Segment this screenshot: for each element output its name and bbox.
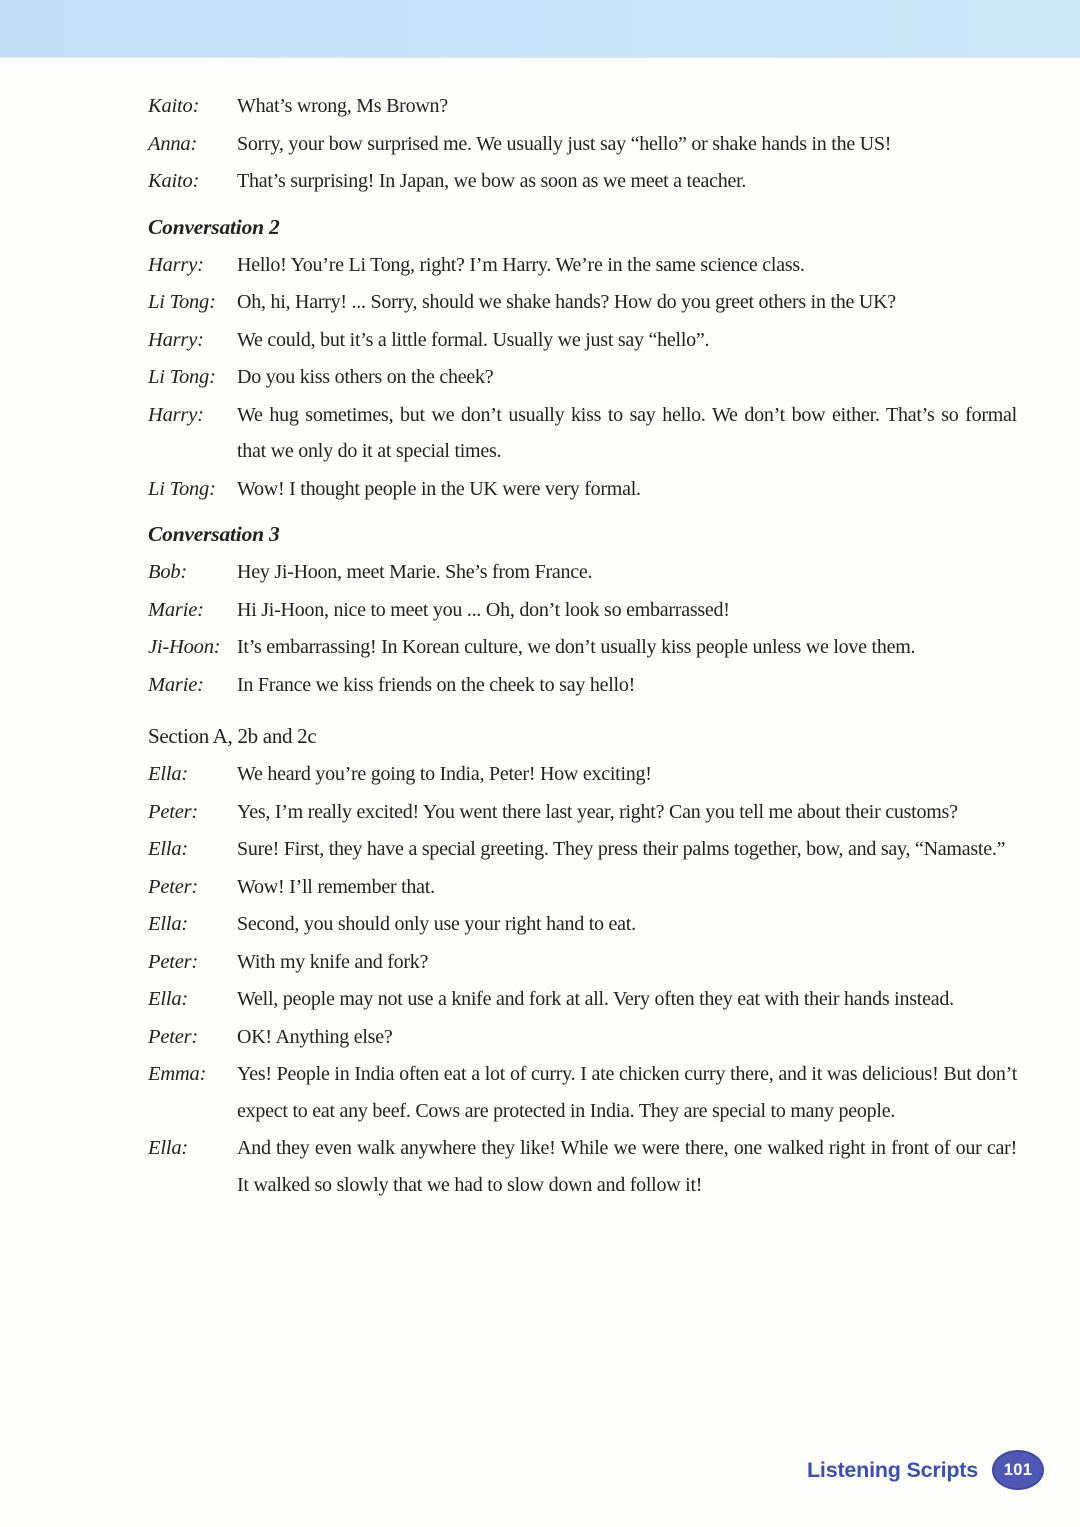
- dialogue-row: [148, 284, 1023, 321]
- speaker-name: Ji-Hoon:: [148, 636, 221, 658]
- speaker-name: Peter:: [148, 1025, 199, 1048]
- dialogue-row: [148, 831, 1023, 868]
- section-heading: Section A, 2b and 2c: [148, 724, 317, 748]
- dialogue-text: OK! Anything else?: [237, 1025, 393, 1048]
- dialogue-row: [148, 1056, 1023, 1129]
- dialogue-text: With my knife and fork?: [237, 950, 429, 973]
- dialogue-text: Sorry, your bow surprised me. We usually just say “hello” or shake hands in the US!: [237, 132, 892, 155]
- dialogue-row: [148, 1130, 1023, 1203]
- dialogue-row: [148, 667, 1023, 704]
- dialogue-row: [148, 944, 1023, 981]
- speaker-name: Li Tong:: [148, 291, 216, 313]
- page-number: 101: [1003, 1460, 1033, 1479]
- dialogue-text: We hug sometimes, but we don’t usually kiss to say hello. We don’t bow either. That’s so formal that we only do it at special times.: [237, 403, 1017, 462]
- speaker-name: Peter:: [148, 875, 199, 898]
- dialogue-row: [148, 163, 1023, 200]
- dialogue-text: Hello! You’re Li Tong, right? I’m Harry. We’re in the same science class.: [237, 253, 805, 276]
- speaker-name: Harry:: [148, 403, 204, 426]
- dialogue-text: Wow! I thought people in the UK were very formal.: [237, 477, 641, 500]
- dialogue-text: And they even walk anywhere they like! While we were there, one walked right in front of our car! It walked so slowly that we had to slow down and follow it!: [237, 1137, 1017, 1196]
- dialogue-text: Second, you should only use your right hand to eat.: [237, 913, 636, 935]
- dialogue-text: We could, but it’s a little formal. Usually we just say “hello”.: [237, 328, 710, 351]
- speaker-name: Li Tong:: [148, 477, 216, 500]
- dialogue-text: Hi Ji-Hoon, nice to meet you ... Oh, don’t look so embarrassed!: [237, 598, 730, 621]
- dialogue-row: [148, 471, 1023, 508]
- dialogue-text: That’s surprising! In Japan, we bow as soon as we meet a teacher.: [237, 170, 747, 192]
- speaker-name: Harry:: [148, 253, 204, 276]
- dialogue-text: Sure! First, they have a special greeting. They press their palms together, bow, and say, “Namaste.”: [237, 838, 1006, 860]
- speaker-name: Marie:: [148, 598, 204, 621]
- speaker-name: Peter:: [148, 950, 199, 973]
- dialogue-text: What’s wrong, Ms Brown?: [237, 95, 448, 117]
- dialogue-row: [148, 88, 1023, 125]
- conversation-heading: Conversation 2: [148, 214, 280, 239]
- speaker-name: Kaito:: [148, 170, 200, 192]
- dialogue-row: [148, 756, 1023, 793]
- speaker-name: Kaito:: [148, 95, 200, 117]
- dialogue-text: Hey Ji-Hoon, meet Marie. She’s from France.: [237, 561, 593, 583]
- dialogue-row: [148, 322, 1023, 359]
- listening-scripts-content: [148, 88, 1023, 1204]
- dialogue-text: We heard you’re going to India, Peter! How exciting!: [237, 763, 652, 785]
- dialogue-text: Yes! People in India often eat a lot of curry. I ate chicken curry there, and it was delicious! But don’t expect to eat any beef. Cows are protected in India. They are special to many people.: [237, 1063, 1017, 1122]
- dialogue-row: [148, 906, 1023, 943]
- dialogue-text: In France we kiss friends on the cheek to say hello!: [237, 673, 635, 696]
- speaker-name: Ella:: [148, 763, 188, 785]
- dialogue-row: [148, 126, 1023, 163]
- dialogue-row: [148, 1019, 1023, 1056]
- speaker-name: Li Tong:: [148, 366, 216, 388]
- speaker-name: Harry:: [148, 328, 204, 351]
- dialogue-row: [148, 981, 1023, 1018]
- speaker-name: Peter:: [148, 800, 199, 823]
- dialogue-text: Do you kiss others on the cheek?: [237, 366, 494, 388]
- dialogue-text: Well, people may not use a knife and fork at all. Very often they eat with their hands instead.: [237, 988, 954, 1010]
- dialogue-row: [148, 629, 1023, 666]
- speaker-name: Ella:: [148, 1137, 188, 1159]
- speaker-name: Emma:: [148, 1063, 207, 1085]
- dialogue-row: [148, 592, 1023, 629]
- speaker-name: Ella:: [148, 988, 188, 1010]
- dialogue-text: Oh, hi, Harry! ... Sorry, should we shake hands? How do you greet others in the UK?: [237, 291, 896, 313]
- dialogue-row: [148, 554, 1023, 591]
- dialogue-text: Wow! I’ll remember that.: [237, 875, 435, 898]
- dialogue-text: Yes, I’m really excited! You went there last year, right? Can you tell me about their customs?: [237, 800, 958, 823]
- dialogue-row: [148, 397, 1023, 470]
- page-number-badge: [992, 1450, 1044, 1490]
- dialogue-text: It’s embarrassing! In Korean culture, we don’t usually kiss people unless we love them.: [237, 636, 916, 658]
- speaker-name: Bob:: [148, 561, 188, 583]
- conversation-heading: Conversation 3: [148, 522, 280, 546]
- top-decoration-band: [0, 0, 1080, 58]
- dialogue-row: [148, 359, 1023, 396]
- dialogue-row: [148, 869, 1023, 906]
- speaker-name: Marie:: [148, 673, 204, 696]
- dialogue-row: [148, 247, 1023, 284]
- page-footer: [807, 1449, 1044, 1491]
- speaker-name: Ella:: [148, 838, 188, 860]
- footer-section-label: Listening Scripts: [806, 1457, 978, 1482]
- dialogue-row: [148, 794, 1023, 831]
- speaker-name: Ella:: [148, 913, 188, 935]
- speaker-name: Anna:: [148, 132, 198, 155]
